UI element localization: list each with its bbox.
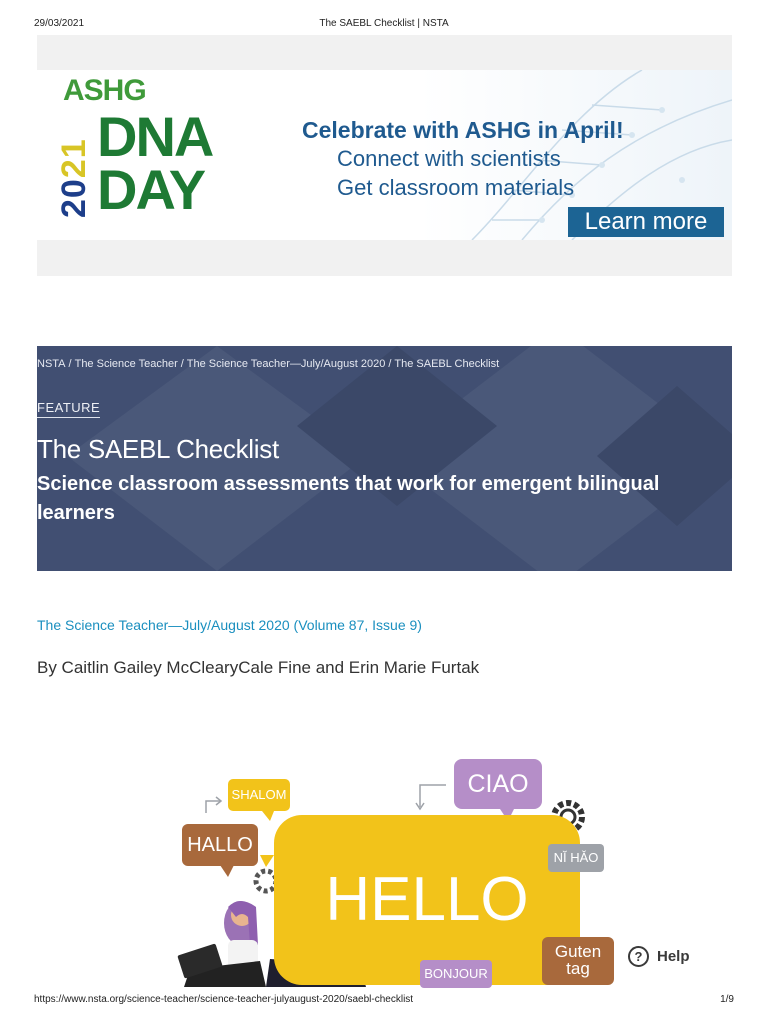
guten-tag-line1: Guten	[554, 942, 602, 961]
ad-line-materials: Get classroom materials	[337, 175, 575, 200]
ad-line-connect: Connect with scientists	[337, 146, 561, 171]
article-title: The SAEBL Checklist	[37, 434, 279, 464]
shalom-bubble: SHALOM	[228, 779, 290, 811]
help-label: Help	[657, 947, 690, 965]
breadcrumb-separator: /	[388, 358, 392, 370]
ad-word-dna: DNA	[97, 105, 213, 168]
print-title: The SAEBL Checklist | NSTA	[319, 18, 449, 29]
ad-word-day: DAY	[97, 158, 205, 221]
dna-day-ad-banner[interactable]	[37, 70, 732, 240]
breadcrumb-current: The SAEBL Checklist	[394, 358, 500, 370]
print-header	[0, 18, 768, 30]
ashg-logo-text: ASHG	[63, 74, 146, 107]
ad-headline: Celebrate with ASHG in April!	[302, 117, 624, 143]
guten-tag-line2: tag	[566, 959, 590, 978]
breadcrumb	[37, 358, 499, 370]
byline: By Caitlin Gailey McClearyCale Fine and Erin Marie Furtak	[37, 658, 480, 677]
guten-tag-bubble	[542, 937, 614, 985]
help-button[interactable]	[628, 944, 690, 968]
hello-bubble: HELLO	[274, 815, 580, 985]
issue-link[interactable]: The Science Teacher—July/August 2020 (Volume 87, Issue 9)	[37, 617, 422, 633]
breadcrumb-separator: /	[180, 358, 184, 370]
person-illustration	[177, 901, 266, 987]
feature-label[interactable]: FEATURE	[37, 400, 100, 418]
breadcrumb-science-teacher[interactable]: The Science Teacher	[74, 358, 178, 370]
gear-icon	[256, 871, 276, 891]
greetings-illustration	[170, 755, 610, 991]
print-page-number: 1/9	[720, 994, 734, 1005]
ciao-bubble: CIAO	[454, 759, 542, 809]
breadcrumb-separator: /	[68, 358, 72, 370]
learn-more-button[interactable]: Learn more	[568, 207, 724, 237]
breadcrumb-nsta[interactable]: NSTA	[37, 358, 66, 370]
bonjour-bubble: BONJOUR	[420, 960, 492, 988]
ad-year: 2021	[55, 138, 93, 218]
print-date: 29/03/2021	[34, 18, 85, 29]
hallo-bubble: HALLO	[182, 824, 258, 866]
article-subtitle: Science classroom assessments that work for emergent bilingual learners	[37, 473, 660, 524]
question-circle-icon: ?	[628, 946, 649, 967]
nihao-bubble: NĬ HǍO	[548, 844, 604, 872]
breadcrumb-issue[interactable]: The Science Teacher—July/August 2020	[186, 358, 386, 370]
print-url: https://www.nsta.org/science-teacher/science-teacher-julyaugust-2020/saebl-checklist	[34, 994, 414, 1005]
ad-frame	[37, 35, 732, 276]
article-hero	[37, 346, 732, 571]
